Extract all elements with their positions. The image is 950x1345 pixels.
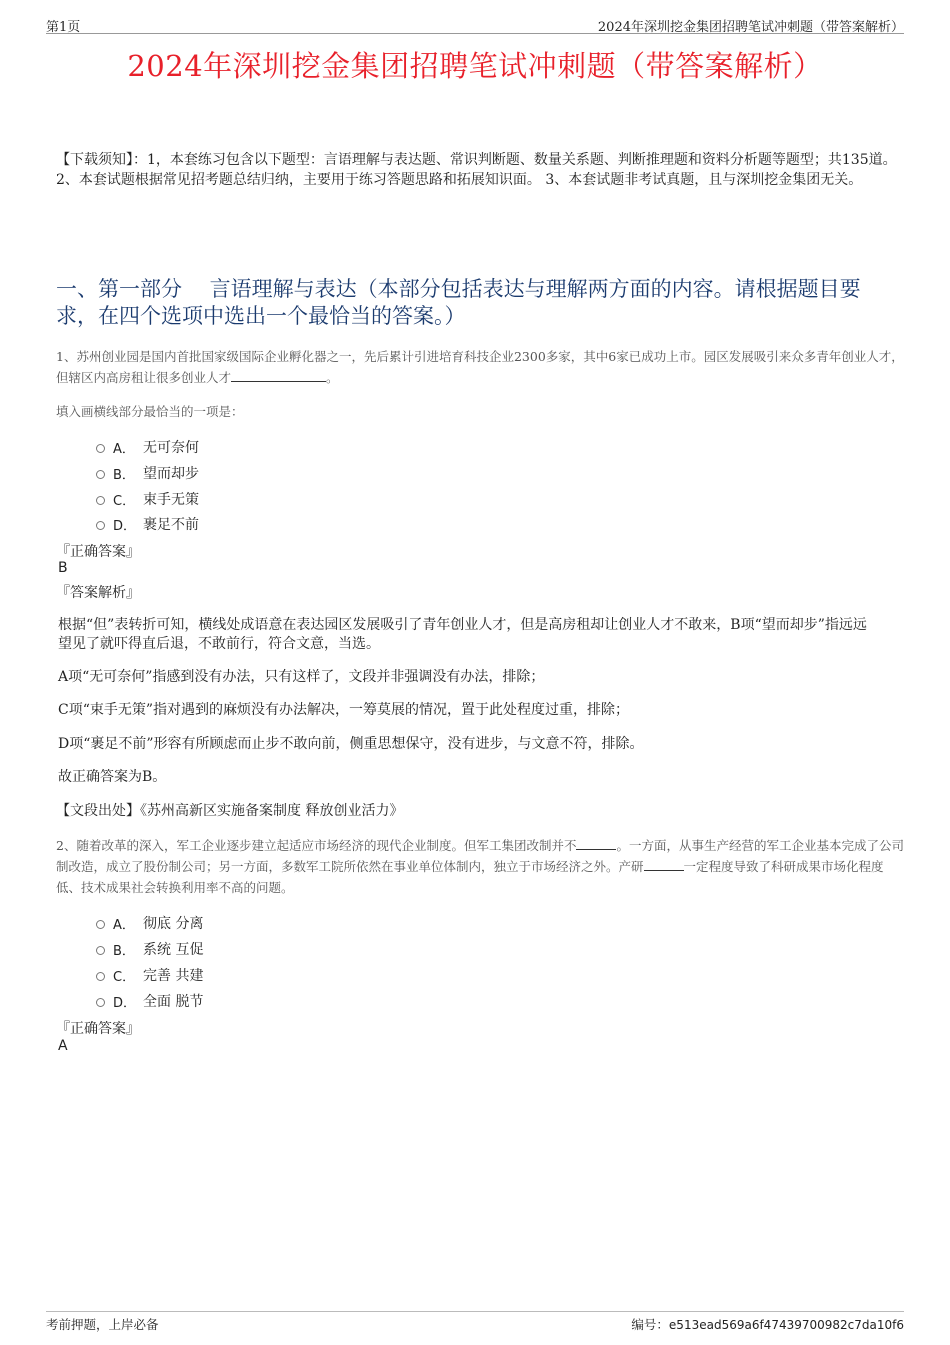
question-2-text bbox=[56, 835, 904, 898]
radio-icon[interactable] bbox=[96, 998, 105, 1007]
question-2-stem-c: 一定程度导致了科研成果市场化程度低、技术成果社会转换利用率不高的问题。 bbox=[56, 859, 884, 895]
q2-option-b[interactable] bbox=[96, 939, 203, 959]
radio-icon[interactable] bbox=[96, 920, 105, 929]
option-text: 望而却步 bbox=[143, 466, 199, 482]
option-letter: C． bbox=[113, 969, 136, 985]
question-2-stem-a: 2、随着改革的深入，军工企业逐步建立起适应市场经济的现代企业制度。但军工集团改制并不 bbox=[56, 838, 577, 853]
answer-blank bbox=[576, 837, 616, 850]
option-letter: A． bbox=[113, 441, 135, 457]
option-text: 系统 互促 bbox=[143, 942, 204, 958]
question-1-text bbox=[56, 346, 904, 388]
option-text: 完善 共建 bbox=[143, 968, 204, 984]
footer-code-label: 编号： bbox=[631, 1317, 669, 1332]
footer-code bbox=[631, 1315, 904, 1333]
q1-analysis-paragraph: 故正确答案为B。 bbox=[58, 769, 167, 785]
option-letter: A． bbox=[113, 917, 135, 933]
footer-divider bbox=[46, 1311, 904, 1312]
download-notice: 【下载须知】：1，本套练习包含以下题型：言语理解与表达题、常识判断题、数量关系题、判断推理题和资料分析题等题型；共135道。 2、本套试题根据常见招考题总结归纳，主要用于练习答题思路和拓展知识面。 3、本套试题非考试真题，且与深圳挖金集团无关。 bbox=[56, 152, 897, 188]
answer-blank bbox=[231, 369, 326, 382]
option-text: 彻底 分离 bbox=[143, 916, 204, 932]
option-text: 束手无策 bbox=[143, 492, 199, 508]
answer-blank bbox=[644, 858, 684, 871]
radio-icon[interactable] bbox=[96, 470, 105, 479]
question-1-stem-end: 。 bbox=[326, 370, 339, 385]
radio-icon[interactable] bbox=[96, 946, 105, 955]
q1-option-b[interactable] bbox=[96, 463, 199, 483]
q1-option-d[interactable] bbox=[96, 514, 199, 534]
question-2-stem-b: 。一方面，从事生产经营的军工企业基本完成了公司制改造，成立了股份制公司；另一方面，多数军工院所依然在事业单位体制内，独立于市场经济之外。产研 bbox=[56, 838, 904, 874]
q2-option-c[interactable] bbox=[96, 965, 203, 985]
question-1-prompt: 填入画横线部分最恰当的一项是： bbox=[56, 404, 244, 419]
q1-analysis-paragraph: 根据“但”表转折可知，横线处成语意在表达园区发展吸引了青年创业人才，但是高房租却让创业人才不敢来，B项“望而却步”指远远望见了就吓得直后退，不敢前行，符合文意，当选。 bbox=[58, 617, 867, 652]
footer-slogan: 考前押题，上岸必备 bbox=[46, 1317, 159, 1332]
q1-source: 【文段出处】《苏州高新区实施备案制度 释放创业活力》 bbox=[56, 803, 404, 819]
section-heading: 一、第一部分 言语理解与表达（本部分包括表达与理解两方面的内容。请根据题目要求，在四个选项中选出一个最恰当的答案。） bbox=[56, 277, 861, 328]
document-title: 2024年深圳挖金集团招聘笔试冲刺题（带答案解析） bbox=[127, 49, 823, 83]
q1-answer: B bbox=[58, 560, 68, 576]
option-text: 全面 脱节 bbox=[143, 994, 204, 1010]
q1-answer-label: 『正确答案』 bbox=[56, 544, 140, 560]
question-1-stem: 1、苏州创业园是国内首批国家级国际企业孵化器之一，先后累计引进培育科技企业2300多家，其中6家已成功上市。园区发展吸引来众多青年创业人才，但辖区内高房租让很多创业人才 bbox=[56, 349, 904, 385]
page-number: 第1页 bbox=[46, 20, 81, 35]
option-text: 裹足不前 bbox=[143, 517, 199, 533]
q1-analysis-label: 『答案解析』 bbox=[56, 585, 140, 601]
option-letter: B． bbox=[113, 467, 135, 483]
option-letter: B． bbox=[113, 943, 135, 959]
radio-icon[interactable] bbox=[96, 444, 105, 453]
q2-answer-label: 『正确答案』 bbox=[56, 1021, 140, 1037]
q1-analysis-paragraph: C项“束手无策”指对遇到的麻烦没有办法解决，一筹莫展的情况，置于此处程度过重，排除； bbox=[58, 702, 630, 718]
option-text: 无可奈何 bbox=[143, 440, 199, 456]
radio-icon[interactable] bbox=[96, 521, 105, 530]
q2-option-d[interactable] bbox=[96, 991, 203, 1011]
running-header-title: 2024年深圳挖金集团招聘笔试冲刺题（带答案解析） bbox=[597, 20, 904, 35]
q1-option-c[interactable] bbox=[96, 489, 199, 509]
option-letter: D． bbox=[113, 518, 137, 534]
option-letter: D． bbox=[113, 995, 137, 1011]
q1-analysis-paragraph: A项“无可奈何”指感到没有办法，只有这样了，文段并非强调没有办法，排除； bbox=[58, 669, 545, 685]
q1-analysis-paragraph: D项“裹足不前”形容有所顾虑而止步不敢向前，侧重思想保守，没有进步，与文意不符，排除。 bbox=[58, 736, 644, 752]
q2-answer: A bbox=[58, 1038, 68, 1054]
option-letter: C． bbox=[113, 493, 136, 509]
q1-option-a[interactable] bbox=[96, 437, 199, 457]
footer-code-value: e513ead569a6f47439700982c7da10f6 bbox=[668, 1318, 904, 1332]
header-divider bbox=[46, 33, 904, 34]
radio-icon[interactable] bbox=[96, 496, 105, 505]
q2-option-a[interactable] bbox=[96, 913, 203, 933]
radio-icon[interactable] bbox=[96, 972, 105, 981]
